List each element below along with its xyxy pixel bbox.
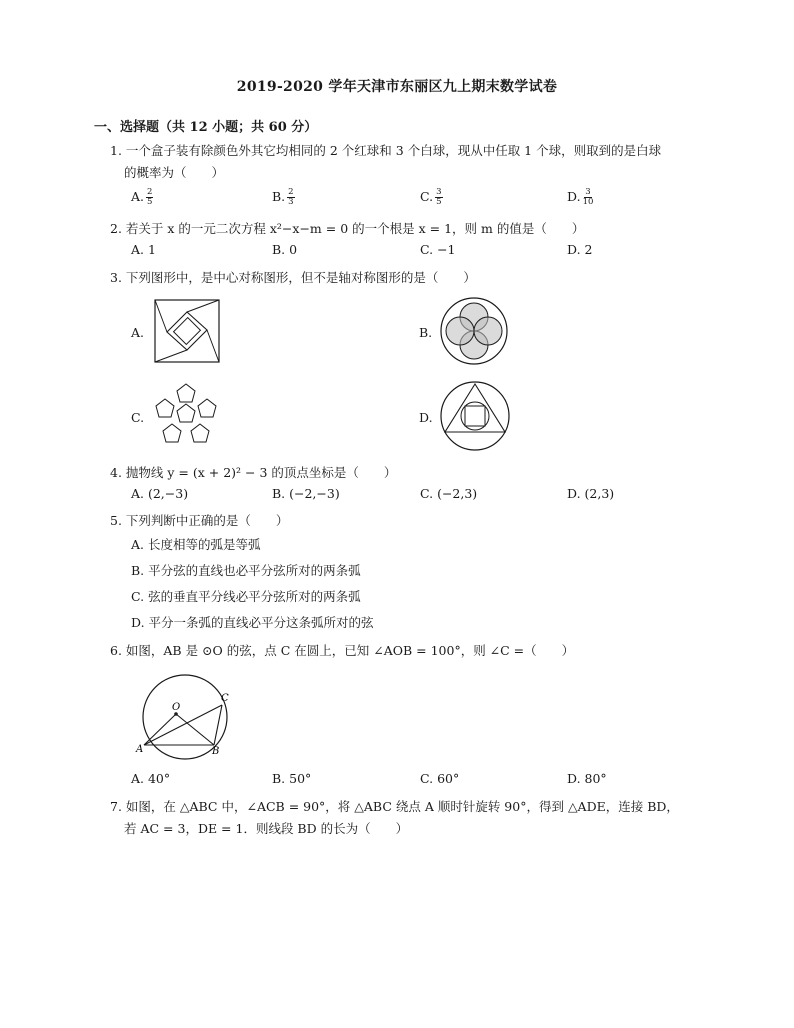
figure-b-circle-petals — [439, 296, 509, 366]
page-title: 2019-2020 学年天津市东丽区九上期末数学试卷 — [236, 79, 558, 95]
question-1-options — [131, 188, 711, 208]
section-heading: 一、选择题（共 12 小题；共 60 分） — [94, 120, 318, 135]
question-6: 6. 如图，AB 是 ⊙O 的弦，点 C 在圆上，已知 ∠AOB = 100°，则 ∠C =（ ） — [110, 643, 575, 658]
question-7 — [110, 796, 710, 840]
question-1 — [110, 140, 710, 184]
option-d[interactable]: D. 2 — [567, 242, 593, 257]
option-c[interactable]: C. −1 — [420, 242, 456, 257]
option-c[interactable]: C. $\frac{3}{5}$ — [420, 187, 442, 207]
option-c[interactable]: C. 60° — [420, 771, 460, 786]
option-b[interactable]: B. 0 — [272, 242, 298, 257]
option-b[interactable]: B. (−2,−3) — [272, 486, 340, 501]
question-6-options — [131, 771, 711, 791]
figure-q6-circle — [132, 670, 238, 762]
option-d[interactable]: D. $\frac{3}{10}$ — [567, 187, 594, 207]
point-o-label: O — [172, 702, 181, 713]
statement-c[interactable]: C. 弦的垂直平分线必平分弦所对的两条弧 — [131, 589, 361, 604]
question-7-line2: 若 AC = 3，DE = 1．则线段 BD 的长为（ ） — [124, 821, 409, 836]
question-4: 4. 抛物线 y = (x + 2)² − 3 的顶点坐标是（ ） — [110, 465, 397, 480]
question-2: 2. 若关于 x 的一元二次方程 x²−x−m = 0 的一个根是 x = 1，则 m 的值是（ ） — [110, 221, 585, 236]
point-c-label: C — [221, 693, 229, 704]
statement-d[interactable]: D. 平分一条弧的直线必平分这条弧所对的弦 — [131, 615, 374, 630]
option-a[interactable]: A. $\frac{2}{5}$ — [131, 187, 153, 207]
figure-a-label: A. — [131, 325, 145, 340]
question-5: 5. 下列判断中正确的是（ ） — [110, 513, 289, 528]
option-b[interactable]: B. $\frac{2}{3}$ — [272, 187, 294, 207]
statement-b[interactable]: B. 平分弦的直线也必平分弦所对的两条弧 — [131, 563, 361, 578]
figure-d-circle-triangle-square — [439, 380, 511, 452]
option-a[interactable]: A. 40° — [131, 771, 171, 786]
point-a-label: A — [136, 744, 144, 755]
question-3: 3. 下列图形中，是中心对称图形，但不是轴对称图形的是（ ） — [110, 270, 476, 285]
figure-a-square-pinwheel — [153, 298, 221, 364]
figure-b-label: B. — [419, 325, 433, 340]
option-a[interactable]: A. (2,−3) — [131, 486, 189, 501]
question-1-line1: 1. 一个盒子装有除颜色外其它均相同的 2 个红球和 3 个白球，现从中任取 1 个球，则取到的是白球 — [110, 143, 662, 158]
point-b-label: B — [212, 746, 220, 757]
option-b[interactable]: B. 50° — [272, 771, 312, 786]
question-4-options — [131, 486, 711, 506]
figure-d-label: D. — [419, 410, 433, 425]
question-7-line1: 7. 如图，在 △ABC 中，∠ACB = 90°，将 △ABC 绕点 A 顺时针旋转 90°，得到 △ADE，连接 BD， — [110, 799, 679, 814]
question-2-options — [131, 242, 711, 262]
option-d[interactable]: D. (2,3) — [567, 486, 615, 501]
figure-c-label: C. — [131, 410, 145, 425]
statement-a[interactable]: A. 长度相等的弧是等弧 — [131, 537, 261, 552]
question-1-line2: 的概率为（ ） — [124, 165, 225, 180]
option-a[interactable]: A. 1 — [131, 242, 156, 257]
figure-c-pentagons — [150, 382, 222, 448]
option-d[interactable]: D. 80° — [567, 771, 607, 786]
option-c[interactable]: C. (−2,3) — [420, 486, 478, 501]
